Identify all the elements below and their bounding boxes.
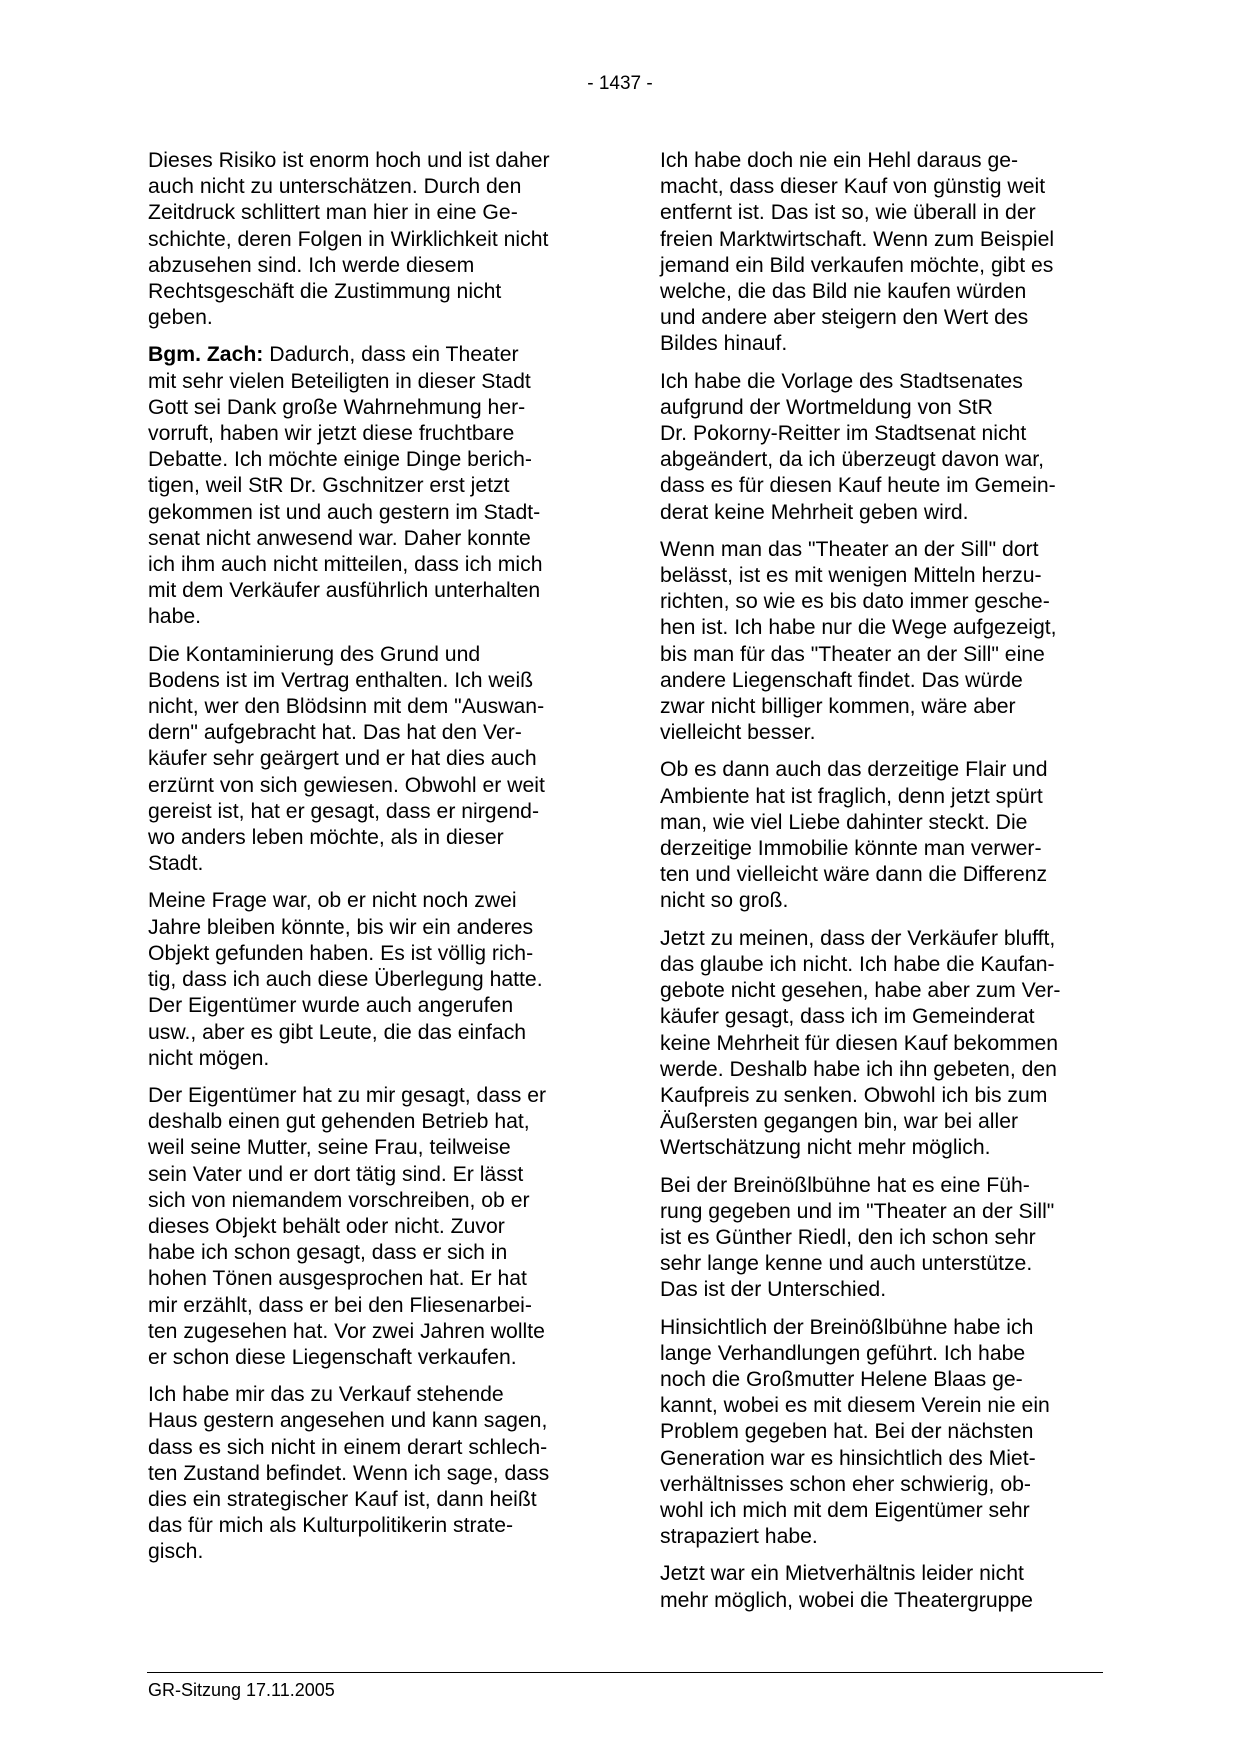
line-text: Jahre bleiben könnte, bis wir ein anderes bbox=[148, 915, 534, 939]
line-text: ist es Günther Riedl, den ich schon sehr bbox=[660, 1225, 1036, 1249]
text-line bbox=[148, 395, 592, 421]
line-text: Bildes hinauf. bbox=[660, 332, 788, 356]
line-text: strapaziert habe. bbox=[660, 1525, 818, 1549]
text-line bbox=[148, 993, 592, 1019]
text-line bbox=[660, 447, 1104, 473]
line-text: Ambiente hat ist fraglich, denn jetzt spürt bbox=[660, 784, 1043, 808]
text-line bbox=[660, 694, 1104, 720]
footer-divider bbox=[147, 1672, 1103, 1673]
line-text: Zeitdruck schlittert man hier in eine Ge- bbox=[148, 201, 518, 225]
line-text: werde. Deshalb habe ich ihn gebeten, den bbox=[660, 1057, 1057, 1081]
line-text: richten, so wie es bis dato immer gesche- bbox=[660, 590, 1050, 614]
text-line bbox=[660, 227, 1104, 253]
line-text: habe. bbox=[148, 605, 202, 629]
line-text: Ich habe die Vorlage des Stadtsenates bbox=[660, 369, 1023, 393]
text-line bbox=[660, 589, 1104, 615]
text-line bbox=[148, 1461, 592, 1487]
text-line bbox=[660, 1031, 1104, 1057]
line-text: Ich habe mir das zu Verkauf stehende bbox=[148, 1383, 504, 1407]
line-text: Der Eigentümer wurde auch angerufen bbox=[148, 994, 514, 1018]
line-text: Dr. Pokorny-Reitter im Stadtsenat nicht bbox=[660, 422, 1027, 446]
line-text: käufer sehr geärgert und er hat dies auch bbox=[148, 747, 537, 771]
line-text: vorruft, haben wir jetzt diese fruchtbare bbox=[148, 422, 515, 446]
line-text: welche, die das Bild nie kaufen würden bbox=[660, 280, 1027, 304]
text-line bbox=[148, 1513, 592, 1539]
text-line bbox=[148, 1435, 592, 1461]
line-text: andere Liegenschaft findet. Das würde bbox=[660, 668, 1023, 692]
line-text: abgeändert, da ich überzeugt davon war, bbox=[660, 448, 1045, 472]
text-line bbox=[660, 279, 1104, 305]
text-line bbox=[660, 1498, 1104, 1524]
line-text: Jetzt zu meinen, dass der Verkäufer blufft, bbox=[660, 926, 1056, 950]
text-line bbox=[660, 926, 1104, 952]
line-text: erzürnt von sich gewiesen. Obwohl er weit bbox=[148, 773, 545, 797]
text-line bbox=[148, 888, 592, 914]
line-text: Stadt. bbox=[148, 852, 204, 876]
line-text: Generation war es hinsichtlich des Miet- bbox=[660, 1446, 1036, 1470]
paragraph bbox=[660, 148, 1104, 358]
line-text: gereist ist, hat er gesagt, dass er nirgend- bbox=[148, 799, 539, 823]
text-line bbox=[148, 1240, 592, 1266]
text-line bbox=[660, 1004, 1104, 1030]
line-text: Wertschätzung nicht mehr möglich. bbox=[660, 1136, 991, 1160]
text-line bbox=[148, 1135, 592, 1161]
text-line bbox=[148, 279, 592, 305]
text-line bbox=[148, 1083, 592, 1109]
text-line bbox=[660, 174, 1104, 200]
line-text: mit sehr vielen Beteiligten in dieser Stadt bbox=[148, 369, 531, 393]
paragraph bbox=[148, 888, 592, 1071]
text-line bbox=[148, 720, 592, 746]
line-text: hen ist. Ich habe nur die Wege aufgezeigt, bbox=[660, 616, 1057, 640]
text-line bbox=[660, 888, 1104, 914]
text-line bbox=[148, 578, 592, 604]
line-text: bis man für das "Theater an der Sill" eine bbox=[660, 642, 1045, 666]
line-text: Ich habe doch nie ein Hehl daraus ge- bbox=[660, 149, 1019, 172]
text-line bbox=[148, 1109, 592, 1135]
right-column bbox=[660, 148, 1104, 1625]
line-text: macht, dass dieser Kauf von günstig weit bbox=[660, 175, 1046, 199]
line-text: Hinsichtlich der Breinößlbühne habe ich bbox=[660, 1315, 1034, 1339]
left-column bbox=[148, 148, 592, 1577]
text-line bbox=[148, 967, 592, 993]
line-text: Objekt gefunden haben. Es ist völlig rich- bbox=[148, 941, 534, 965]
text-line bbox=[148, 253, 592, 279]
line-text: gebote nicht gesehen, habe aber zum Ver- bbox=[660, 979, 1061, 1003]
line-text: Rechtsgeschäft die Zustimmung nicht bbox=[148, 280, 502, 304]
text-line bbox=[148, 1319, 592, 1345]
text-line bbox=[660, 421, 1104, 447]
page-number: - 1437 - bbox=[587, 73, 653, 94]
text-line bbox=[148, 369, 592, 395]
text-line bbox=[660, 200, 1104, 226]
line-text: abzusehen sind. Ich werde diesem bbox=[148, 253, 475, 277]
line-text: ich ihm auch nicht mitteilen, dass ich mich bbox=[148, 553, 543, 577]
line-text: wohl ich mich mit dem Eigentümer sehr bbox=[660, 1498, 1030, 1522]
text-line bbox=[660, 757, 1104, 783]
line-text: käufer gesagt, dass ich im Gemeinderat bbox=[660, 1005, 1035, 1029]
line-text: hohen Tönen ausgesprochen hat. Er hat bbox=[148, 1267, 527, 1291]
line-text: schichte, deren Folgen in Wirklichkeit nicht bbox=[148, 227, 549, 251]
line-text: sich von niemandem vorschreiben, ob er bbox=[148, 1188, 530, 1212]
text-line bbox=[660, 668, 1104, 694]
line-text: Die Kontaminierung des Grund und bbox=[148, 642, 481, 666]
line-text: er schon diese Liegenschaft verkaufen. bbox=[148, 1345, 517, 1369]
text-line bbox=[660, 978, 1104, 1004]
paragraph bbox=[660, 926, 1104, 1162]
text-line bbox=[148, 851, 592, 877]
paragraph bbox=[660, 1173, 1104, 1304]
line-text: jemand ein Bild verkaufen möchte, gibt es bbox=[660, 253, 1054, 277]
line-text: Haus gestern angesehen und kann sagen, bbox=[148, 1409, 548, 1433]
line-text: ten Zustand befindet. Wenn ich sage, dass bbox=[148, 1461, 550, 1485]
line-text: deshalb einen gut gehenden Betrieb hat, bbox=[148, 1110, 530, 1134]
text-line bbox=[148, 1266, 592, 1292]
line-text: nicht so groß. bbox=[660, 889, 789, 913]
line-text: usw., aber es gibt Leute, die das einfach bbox=[148, 1020, 527, 1044]
line-text: Äußersten gegangen bin, war bei aller bbox=[660, 1110, 1019, 1134]
text-line bbox=[148, 1162, 592, 1188]
line-text: weil seine Mutter, seine Frau, teilweise bbox=[148, 1136, 511, 1160]
text-line bbox=[660, 952, 1104, 978]
text-line bbox=[660, 836, 1104, 862]
text-line bbox=[660, 1173, 1104, 1199]
text-line bbox=[148, 1487, 592, 1513]
line-text: tigen, weil StR Dr. Gschnitzer erst jetzt bbox=[148, 474, 510, 498]
text-line bbox=[660, 1083, 1104, 1109]
text-line bbox=[660, 1367, 1104, 1393]
text-line bbox=[660, 1472, 1104, 1498]
text-line bbox=[660, 1588, 1104, 1614]
line-text: dies ein strategischer Kauf ist, dann heißt bbox=[148, 1487, 537, 1511]
line-text: senat nicht anwesend war. Daher konnte bbox=[148, 526, 531, 550]
line-text: habe ich schon gesagt, dass er sich in bbox=[148, 1241, 508, 1265]
line-text: ten und vielleicht wäre dann die Differenz bbox=[660, 863, 1048, 887]
line-text: tig, dass ich auch diese Überlegung hatte. bbox=[148, 968, 543, 992]
footer-session-date: GR-Sitzung 17.11.2005 bbox=[148, 1680, 335, 1700]
paragraph bbox=[660, 1315, 1104, 1551]
paragraph bbox=[660, 1561, 1104, 1613]
text-line bbox=[660, 395, 1104, 421]
text-line bbox=[148, 227, 592, 253]
line-text: sehr lange kenne und auch unterstütze. bbox=[660, 1252, 1033, 1276]
text-line bbox=[148, 1382, 592, 1408]
text-line bbox=[660, 1109, 1104, 1135]
text-line bbox=[148, 642, 592, 668]
line-text: Bodens ist im Vertrag enthalten. Ich weiß bbox=[148, 668, 534, 692]
line-text: aufgrund der Wortmeldung von StR bbox=[660, 395, 993, 419]
paragraph bbox=[148, 1083, 592, 1371]
paragraph bbox=[660, 369, 1104, 526]
line-text: man, wie viel Liebe dahinter steckt. Die bbox=[660, 810, 1028, 834]
line-text: nicht, wer den Blödsinn mit dem "Auswan- bbox=[148, 695, 545, 719]
line-text: das glaube ich nicht. Ich habe die Kaufan- bbox=[660, 952, 1055, 976]
text-line bbox=[660, 1199, 1104, 1225]
line-text: verhältnisses schon eher schwierig, ob- bbox=[660, 1472, 1031, 1496]
line-text: freien Marktwirtschaft. Wenn zum Beispiel bbox=[660, 227, 1055, 251]
text-line bbox=[660, 862, 1104, 888]
line-text: derat keine Mehrheit geben wird. bbox=[660, 500, 969, 524]
text-line bbox=[148, 604, 592, 630]
line-text: mehr möglich, wobei die Theatergruppe bbox=[660, 1588, 1033, 1612]
text-line bbox=[148, 694, 592, 720]
line-text: sein Vater und er dort tätig sind. Er lässt bbox=[148, 1162, 524, 1186]
text-line bbox=[148, 799, 592, 825]
paragraph bbox=[148, 642, 592, 878]
text-line bbox=[660, 305, 1104, 331]
text-line bbox=[148, 447, 592, 473]
text-line bbox=[660, 1341, 1104, 1367]
paragraph bbox=[148, 148, 592, 331]
line-text: Meine Frage war, ob er nicht noch zwei bbox=[148, 889, 517, 913]
line-text: derzeitige Immobilie könnte man verwer- bbox=[660, 837, 1042, 861]
text-line bbox=[148, 500, 592, 526]
text-line bbox=[660, 1277, 1104, 1303]
text-line bbox=[148, 941, 592, 967]
text-line bbox=[660, 1135, 1104, 1161]
speaker-name: Bgm. Zach: bbox=[148, 343, 264, 367]
line-text: das für mich als Kulturpolitikerin strate- bbox=[148, 1514, 514, 1538]
line-text: gekommen ist und auch gestern im Stadt- bbox=[148, 500, 541, 524]
line-text: kannt, wobei es mit diesem Verein nie ein bbox=[660, 1394, 1050, 1418]
text-line bbox=[148, 1408, 592, 1434]
text-line bbox=[660, 1524, 1104, 1550]
text-line bbox=[660, 1225, 1104, 1251]
line-text: Debatte. Ich möchte einige Dinge berich- bbox=[148, 448, 532, 472]
line-text: mir erzählt, dass er bei den Fliesenarbei- bbox=[148, 1293, 532, 1317]
text-line bbox=[660, 1561, 1104, 1587]
line-text: dieses Objekt behält oder nicht. Zuvor bbox=[148, 1214, 505, 1238]
text-line bbox=[660, 369, 1104, 395]
text-line bbox=[660, 720, 1104, 746]
text-line bbox=[148, 1214, 592, 1240]
text-line bbox=[148, 305, 592, 331]
line-text: zwar nicht billiger kommen, wäre aber bbox=[660, 695, 1016, 719]
text-line bbox=[660, 1393, 1104, 1419]
line-text: geben. bbox=[148, 306, 213, 330]
text-line bbox=[660, 563, 1104, 589]
text-line bbox=[148, 1188, 592, 1214]
line-text: dass es für diesen Kauf heute im Gemein- bbox=[660, 474, 1056, 498]
line-text: wo anders leben möchte, als in dieser bbox=[148, 826, 504, 850]
text-line bbox=[660, 537, 1104, 563]
text-line bbox=[148, 1020, 592, 1046]
line-text: Das ist der Unterschied. bbox=[660, 1278, 887, 1302]
line-text: Wenn man das "Theater an der Sill" dort bbox=[660, 537, 1039, 561]
text-line bbox=[148, 1293, 592, 1319]
line-text: dern" aufgebracht hat. Das hat den Ver- bbox=[148, 721, 522, 745]
text-line bbox=[148, 746, 592, 772]
paragraph bbox=[660, 537, 1104, 747]
line-text: ten zugesehen hat. Vor zwei Jahren wollte bbox=[148, 1319, 545, 1343]
text-line bbox=[660, 148, 1104, 174]
line-text: vielleicht besser. bbox=[660, 721, 816, 745]
text-line bbox=[148, 773, 592, 799]
paragraph bbox=[660, 757, 1104, 914]
line-text: keine Mehrheit für diesen Kauf bekommen bbox=[660, 1031, 1059, 1055]
line-text: und andere aber steigern den Wert des bbox=[660, 306, 1029, 330]
text-line bbox=[148, 552, 592, 578]
text-line bbox=[660, 615, 1104, 641]
text-line bbox=[148, 915, 592, 941]
line-text: rung gegeben und im "Theater an der Sill" bbox=[660, 1199, 1055, 1223]
line-text: dass es sich nicht in einem derart schlech- bbox=[148, 1435, 548, 1459]
text-line bbox=[148, 148, 592, 174]
text-line bbox=[660, 500, 1104, 526]
line-text: entfernt ist. Das ist so, wie überall in der bbox=[660, 201, 1036, 225]
text-line bbox=[660, 253, 1104, 279]
line-text: Gott sei Dank große Wahrnehmung her- bbox=[148, 395, 526, 419]
text-line bbox=[660, 473, 1104, 499]
text-line bbox=[660, 1419, 1104, 1445]
text-line bbox=[148, 342, 592, 368]
text-line bbox=[148, 1046, 592, 1072]
line-text: Ob es dann auch das derzeitige Flair und bbox=[660, 758, 1048, 782]
paragraph bbox=[148, 342, 592, 630]
text-line bbox=[660, 1315, 1104, 1341]
text-line bbox=[148, 174, 592, 200]
text-line bbox=[148, 1345, 592, 1371]
text-line bbox=[660, 784, 1104, 810]
line-text: lange Verhandlungen geführt. Ich habe bbox=[660, 1341, 1026, 1365]
text-line bbox=[660, 810, 1104, 836]
text-line bbox=[148, 200, 592, 226]
text-line bbox=[660, 331, 1104, 357]
line-text: Kaufpreis zu senken. Obwohl ich bis zum bbox=[660, 1083, 1048, 1107]
line-text: auch nicht zu unterschätzen. Durch den bbox=[148, 175, 522, 199]
line-text: Problem gegeben hat. Bei der nächsten bbox=[660, 1420, 1034, 1444]
text-line bbox=[148, 421, 592, 447]
line-text: gisch. bbox=[148, 1540, 204, 1564]
text-line bbox=[148, 473, 592, 499]
text-line bbox=[660, 1057, 1104, 1083]
line-text: Der Eigentümer hat zu mir gesagt, dass er bbox=[148, 1083, 547, 1107]
paragraph bbox=[148, 1382, 592, 1565]
line-text: Jetzt war ein Mietverhältnis leider nicht bbox=[660, 1562, 1024, 1586]
line-text: Bei der Breinößlbühne hat es eine Füh- bbox=[660, 1173, 1030, 1197]
text-line bbox=[660, 1446, 1104, 1472]
line-text: mit dem Verkäufer ausführlich unterhalten bbox=[148, 579, 541, 603]
text-line bbox=[148, 526, 592, 552]
line-text: Dadurch, dass ein Theater bbox=[263, 343, 519, 367]
line-text: nicht mögen. bbox=[148, 1046, 270, 1070]
text-line bbox=[148, 1539, 592, 1565]
text-line bbox=[660, 1251, 1104, 1277]
text-line bbox=[148, 825, 592, 851]
line-text: Dieses Risiko ist enorm hoch und ist daher bbox=[148, 149, 550, 172]
text-line bbox=[660, 642, 1104, 668]
line-text: belässt, ist es mit wenigen Mitteln herzu- bbox=[660, 564, 1042, 588]
line-text: noch die Großmutter Helene Blaas ge- bbox=[660, 1367, 1023, 1391]
text-line bbox=[148, 668, 592, 694]
